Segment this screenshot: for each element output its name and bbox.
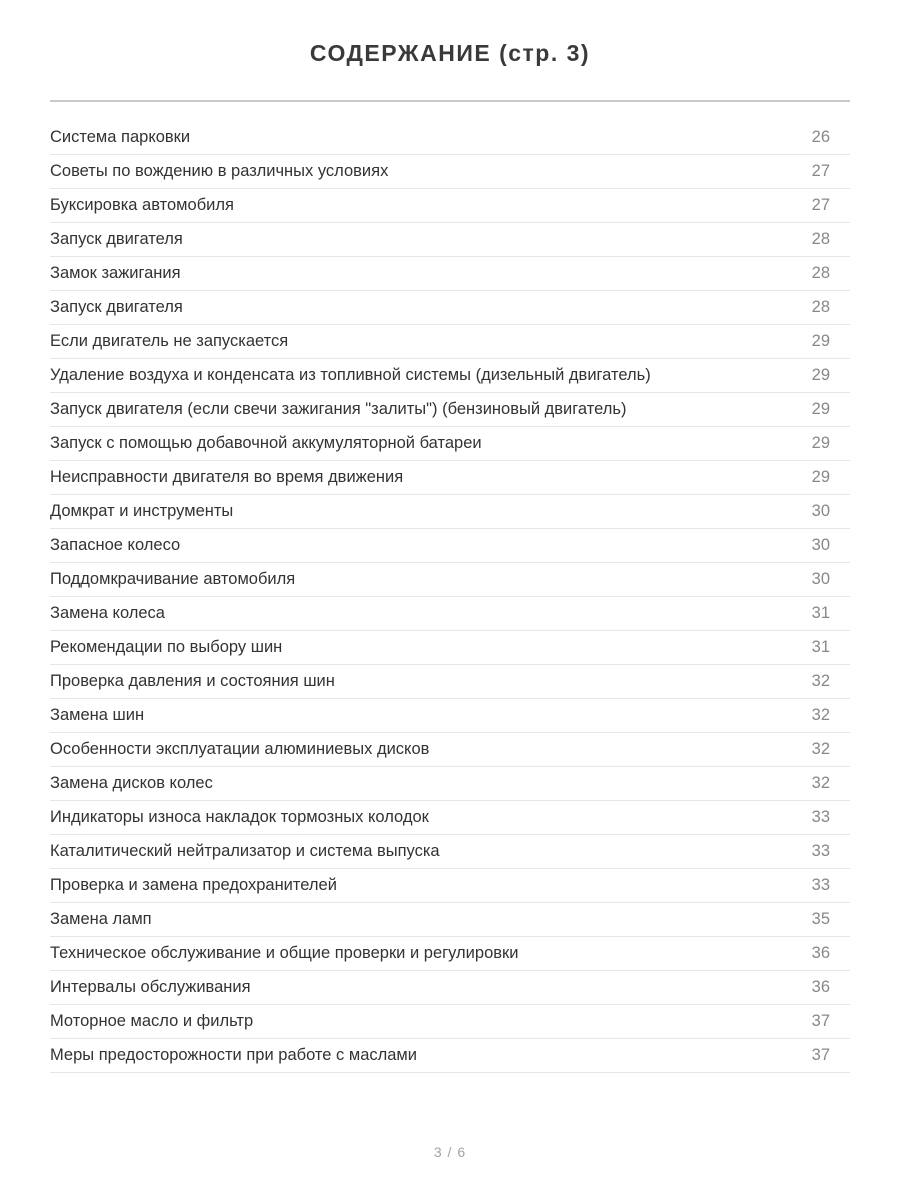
toc-entry-row <box>50 495 850 529</box>
toc-entry-label: Каталитический нейтрализатор и система выпуска <box>50 841 440 860</box>
toc-list <box>50 121 850 1073</box>
toc-entry-label: Запуск двигателя <box>50 297 183 316</box>
toc-entry-row <box>50 121 850 155</box>
toc-entry-row <box>50 155 850 189</box>
toc-entry-page-number: 32 <box>811 705 830 724</box>
toc-entry-page-number: 27 <box>811 161 830 180</box>
toc-entry-row <box>50 937 850 971</box>
toc-entry-label: Поддомкрачивание автомобиля <box>50 569 296 588</box>
page-number-indicator: 3 / 6 <box>433 1144 467 1160</box>
toc-entry-row <box>50 699 850 733</box>
toc-entry-label: Индикаторы износа накладок тормозных колодок <box>50 807 429 826</box>
toc-entry-label: Запуск двигателя (если свечи зажигания "залиты") (бензиновый двигатель) <box>50 399 627 418</box>
toc-entry-label: Неисправности двигателя во время движения <box>50 467 404 486</box>
toc-entry-label: Техническое обслуживание и общие проверки и регулировки <box>50 943 519 962</box>
toc-entry-row <box>50 1039 850 1073</box>
toc-entry-row <box>50 529 850 563</box>
toc-entry-page-number: 29 <box>811 433 830 452</box>
toc-entry-label: Замена дисков колес <box>50 773 213 792</box>
page-title: СОДЕРЖАНИЕ (стр. 3) <box>309 40 591 66</box>
toc-entry-page-number: 26 <box>811 127 830 146</box>
toc-entry-page-number: 29 <box>811 467 830 486</box>
toc-entry-label: Запуск двигателя <box>50 229 183 248</box>
toc-entry-row <box>50 393 850 427</box>
toc-entry-page-number: 33 <box>811 875 830 894</box>
toc-entry-row <box>50 971 850 1005</box>
toc-entry-row <box>50 835 850 869</box>
toc-entry-page-number: 30 <box>811 569 830 588</box>
toc-entry-row <box>50 665 850 699</box>
toc-entry-page-number: 32 <box>811 773 830 792</box>
toc-entry-label: Рекомендации по выбору шин <box>50 637 283 656</box>
toc-entry-label: Проверка и замена предохранителей <box>50 875 337 894</box>
toc-entry-page-number: 31 <box>811 637 830 656</box>
toc-entry-label: Запасное колесо <box>50 535 181 554</box>
toc-entry-page-number: 33 <box>811 807 830 826</box>
toc-entry-page-number: 29 <box>811 331 830 350</box>
toc-entry-label: Моторное масло и фильтр <box>50 1011 254 1030</box>
toc-entry-row <box>50 869 850 903</box>
toc-entry-row <box>50 223 850 257</box>
toc-entry-row <box>50 325 850 359</box>
toc-entry-row <box>50 1005 850 1039</box>
title-divider <box>50 100 850 102</box>
toc-entry-page-number: 33 <box>811 841 830 860</box>
toc-entry-page-number: 32 <box>811 739 830 758</box>
toc-entry-row <box>50 563 850 597</box>
toc-entry-row <box>50 767 850 801</box>
toc-page <box>50 0 850 1073</box>
toc-entry-page-number: 29 <box>811 399 830 418</box>
toc-entry-page-number: 28 <box>811 263 830 282</box>
toc-entry-page-number: 28 <box>811 297 830 316</box>
toc-entry-label: Замена ламп <box>50 909 152 928</box>
toc-entry-label: Буксировка автомобиля <box>50 195 234 214</box>
toc-entry-page-number: 37 <box>811 1011 830 1030</box>
toc-entry-page-number: 28 <box>811 229 830 248</box>
toc-entry-label: Замена шин <box>50 705 145 724</box>
toc-entry-row <box>50 801 850 835</box>
toc-entry-label: Проверка давления и состояния шин <box>50 671 335 690</box>
toc-entry-row <box>50 427 850 461</box>
toc-entry-label: Особенности эксплуатации алюминиевых дисков <box>50 739 430 758</box>
toc-entry-page-number: 29 <box>811 365 830 384</box>
toc-entry-row <box>50 189 850 223</box>
toc-entry-row <box>50 257 850 291</box>
toc-entry-page-number: 31 <box>811 603 830 622</box>
toc-entry-page-number: 36 <box>811 977 830 996</box>
toc-entry-label: Замена колеса <box>50 603 165 622</box>
toc-entry-page-number: 32 <box>811 671 830 690</box>
toc-entry-row <box>50 461 850 495</box>
toc-entry-label: Советы по вождению в различных условиях <box>50 161 389 180</box>
toc-entry-page-number: 37 <box>811 1045 830 1064</box>
toc-entry-label: Интервалы обслуживания <box>50 977 251 996</box>
toc-entry-row <box>50 291 850 325</box>
toc-entry-label: Запуск с помощью добавочной аккумуляторной батареи <box>50 433 482 452</box>
toc-entry-page-number: 35 <box>811 909 830 928</box>
toc-entry-label: Если двигатель не запускается <box>50 331 289 350</box>
toc-entry-row <box>50 359 850 393</box>
toc-entry-label: Замок зажигания <box>50 263 181 282</box>
toc-entry-page-number: 36 <box>811 943 830 962</box>
toc-entry-row <box>50 631 850 665</box>
toc-entry-row <box>50 733 850 767</box>
toc-entry-page-number: 30 <box>811 535 830 554</box>
toc-entry-label: Меры предосторожности при работе с маслами <box>50 1045 417 1064</box>
toc-entry-row <box>50 903 850 937</box>
toc-entry-label: Система парковки <box>50 127 191 146</box>
toc-entry-label: Удаление воздуха и конденсата из топливной системы (дизельный двигатель) <box>50 365 651 384</box>
toc-entry-page-number: 30 <box>811 501 830 520</box>
toc-entry-label: Домкрат и инструменты <box>50 501 234 520</box>
toc-entry-row <box>50 597 850 631</box>
toc-entry-page-number: 27 <box>811 195 830 214</box>
